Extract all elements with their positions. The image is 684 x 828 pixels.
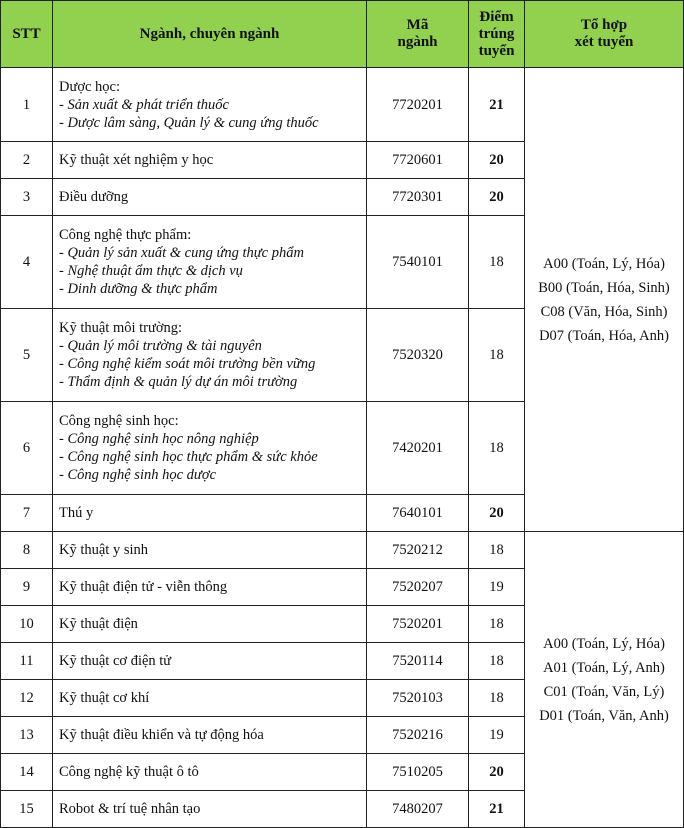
major-name: Điều dưỡng (59, 189, 129, 205)
major-name: Dược học: (59, 78, 121, 95)
row-score: 19 (469, 717, 525, 754)
row-score: 18 (469, 680, 525, 717)
row-major (53, 142, 367, 179)
row-score: 20 (469, 142, 525, 179)
row-stt: 4 (1, 216, 53, 309)
major-name: Kỹ thuật cơ khí (59, 690, 150, 706)
row-major (53, 569, 367, 606)
combo-item: A00 (Toán, Lý, Hóa) (543, 255, 665, 272)
row-code: 7640101 (367, 495, 469, 532)
row-score: 20 (469, 754, 525, 791)
row-code: 7720301 (367, 179, 469, 216)
row-score: 18 (469, 309, 525, 402)
specialization: - Công nghệ sinh học thực phẩm & sức khỏe (59, 449, 318, 465)
row-score: 18 (469, 216, 525, 309)
specialization: - Quản lý sản xuất & cung ứng thực phẩm (59, 245, 304, 261)
row-stt: 1 (1, 68, 53, 142)
row-stt: 5 (1, 309, 53, 402)
row-score: 18 (469, 643, 525, 680)
row-stt: 12 (1, 680, 53, 717)
row-code: 7520212 (367, 532, 469, 569)
row-stt: 7 (1, 495, 53, 532)
row-major (53, 643, 367, 680)
specialization: - Thẩm định & quản lý dự án môi trường (59, 374, 298, 390)
specialization: - Quản lý môi trường & tài nguyên (59, 338, 262, 354)
header-combo: Tổ hợp xét tuyển (525, 1, 684, 68)
row-score: 18 (469, 402, 525, 495)
major-name: Kỹ thuật điều khiển và tự động hóa (59, 727, 264, 743)
major-name: Kỹ thuật môi trường: (59, 320, 183, 336)
major-name: Kỹ thuật xét nghiệm y học (59, 152, 214, 168)
major-name: Kỹ thuật y sinh (59, 542, 149, 558)
header-score: Điểm trúng tuyển (469, 1, 525, 68)
major-name: Robot & trí tuệ nhân tạo (59, 801, 201, 817)
combo-item: D07 (Toán, Hóa, Anh) (539, 327, 669, 344)
combo-item: C08 (Văn, Hóa, Sinh) (540, 303, 668, 320)
combo-item: D01 (Toán, Văn, Anh) (539, 707, 669, 724)
combo-item: C01 (Toán, Văn, Lý) (543, 683, 665, 700)
row-code: 7540101 (367, 216, 469, 309)
row-score: 20 (469, 495, 525, 532)
row-major (53, 754, 367, 791)
specialization: - Dược lâm sàng, Quản lý & cung ứng thuốc (59, 114, 319, 131)
row-major (53, 791, 367, 828)
row-stt: 8 (1, 532, 53, 569)
row-score: 21 (469, 68, 525, 142)
header-stt: STT (1, 1, 53, 68)
major-name: Kỹ thuật điện tử - viễn thông (59, 579, 228, 595)
row-score: 18 (469, 606, 525, 643)
row-code: 7510205 (367, 754, 469, 791)
row-stt: 13 (1, 717, 53, 754)
major-name: Thú y (59, 505, 94, 521)
row-stt: 11 (1, 643, 53, 680)
specialization: - Dinh dưỡng & thực phẩm (59, 281, 218, 297)
row-stt: 10 (1, 606, 53, 643)
row-stt: 6 (1, 402, 53, 495)
combo-item: A01 (Toán, Lý, Anh) (543, 659, 665, 676)
combo-item: B00 (Toán, Hóa, Sinh) (538, 279, 670, 296)
row-code: 7520207 (367, 569, 469, 606)
row-score: 18 (469, 532, 525, 569)
row-code: 7480207 (367, 791, 469, 828)
row-code: 7720201 (367, 68, 469, 142)
specialization: - Nghệ thuật ẩm thực & dịch vụ (59, 263, 243, 279)
table-row (1, 532, 684, 569)
major-name: Công nghệ sinh học: (59, 413, 179, 429)
table-row (1, 68, 684, 142)
row-major (53, 309, 367, 402)
row-major (53, 532, 367, 569)
row-stt: 2 (1, 142, 53, 179)
row-major (53, 606, 367, 643)
row-major (53, 402, 367, 495)
row-major (53, 68, 367, 142)
row-major (53, 717, 367, 754)
specialization: - Công nghệ sinh học dược (59, 467, 217, 483)
row-code: 7720601 (367, 142, 469, 179)
header-code: Mã ngành (367, 1, 469, 68)
row-major (53, 495, 367, 532)
major-name: Kỹ thuật cơ điện tử (59, 653, 172, 669)
row-major (53, 680, 367, 717)
combo-item: A00 (Toán, Lý, Hóa) (543, 635, 665, 652)
row-major (53, 179, 367, 216)
row-stt: 15 (1, 791, 53, 828)
row-score: 20 (469, 179, 525, 216)
specialization: - Công nghệ kiểm soát môi trường bền vững (59, 356, 316, 372)
major-name: Kỹ thuật điện (59, 616, 138, 632)
table-body (1, 68, 684, 828)
row-stt: 9 (1, 569, 53, 606)
row-code: 7520201 (367, 606, 469, 643)
row-code: 7520216 (367, 717, 469, 754)
row-score: 21 (469, 791, 525, 828)
combo-group-engineering (525, 532, 684, 828)
row-code: 7520103 (367, 680, 469, 717)
row-stt: 3 (1, 179, 53, 216)
row-score: 19 (469, 569, 525, 606)
row-major (53, 216, 367, 309)
specialization: - Công nghệ sinh học nông nghiệp (59, 431, 259, 447)
row-code: 7420201 (367, 402, 469, 495)
specialization: - Sản xuất & phát triển thuốc (59, 96, 229, 113)
header-major: Ngành, chuyên ngành (53, 1, 367, 68)
row-code: 7520320 (367, 309, 469, 402)
major-name: Công nghệ kỹ thuật ô tô (59, 764, 199, 780)
row-code: 7520114 (367, 643, 469, 680)
row-stt: 14 (1, 754, 53, 791)
major-name: Công nghệ thực phẩm: (59, 227, 192, 243)
combo-group-health (525, 68, 684, 532)
